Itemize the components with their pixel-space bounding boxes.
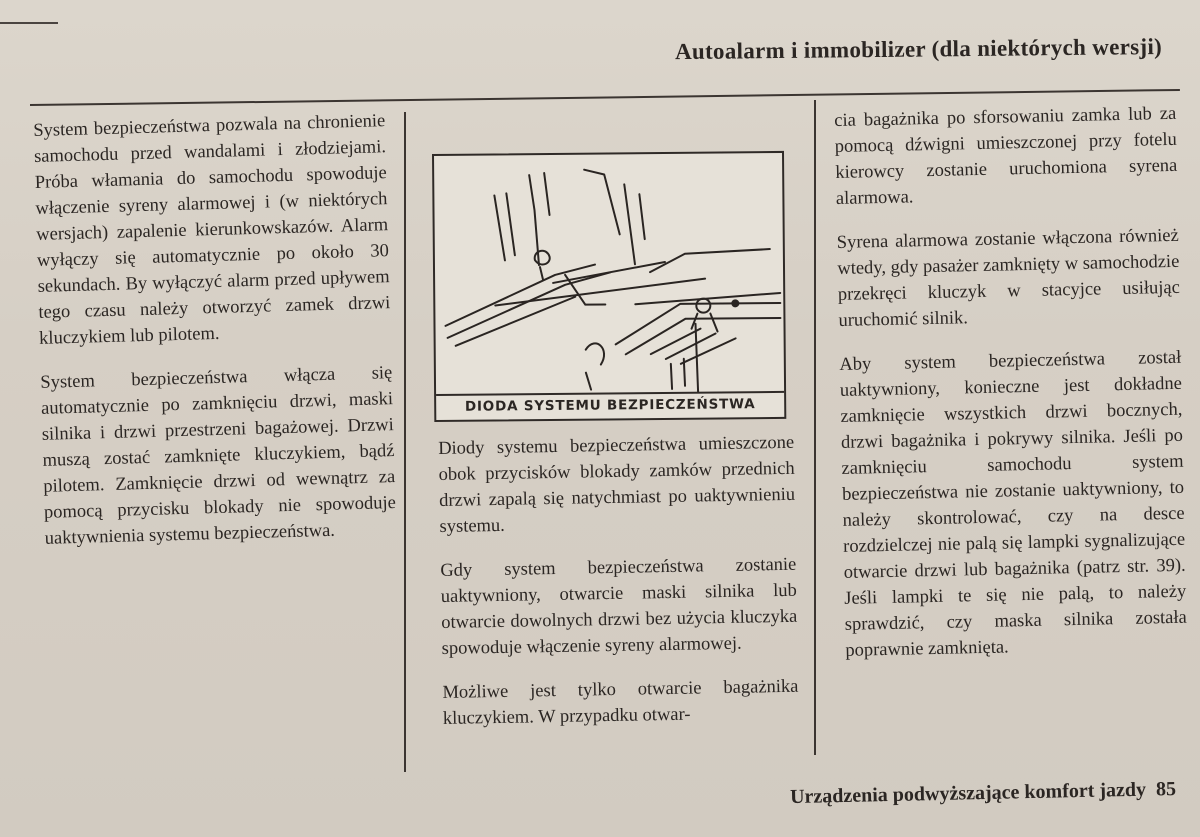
paragraph: cia bagażnika po sforsowaniu zamka lub za pomocą dźwigni umieszczonej przy fotelu kierowcy zostanie uruchomiona syrena alarmowa. (834, 103, 1178, 209)
paragraph: Diody systemu bezpieczeństwa umieszczone obok przycisków blokady zamków przednich drzwi zapalą się natychmiast po uaktywnieniu systemu. (438, 432, 796, 537)
text-column-2 (438, 430, 799, 750)
paragraph: Syrena alarmowa zostanie włączona również wtedy, gdy pasażer zamknięty w samochodzie przekręci kluczyk w stacyjce usiłując uruchomić silnik. (836, 225, 1181, 331)
paragraph: Możliwe jest tylko otwarcie bagażnika kluczykiem. W przypadku otwar- (442, 676, 799, 729)
paragraph: System bezpieczeństwa pozwala na chronienie samochodu przed wandalami i złodziejami. Próba włamania do samochodu spowoduje włączenie syreny alarmowej i (w niektórych wersjach) zapalenie kierunkowskazów. Alarm wyłączy się automatycznie po około 30 sekundach. By wyłączyć alarm przed upływem tego czasu należy otworzyć zamek drzwi kluczykiem lub pilotem. (33, 111, 391, 349)
column-divider-right (814, 100, 816, 755)
corner-mark (0, 22, 58, 24)
paragraph: System bezpieczeństwa włącza się automatycznie po zamknięciu drzwi, maski silnika i drzwi przestrzeni bagażowej. Drzwi muszą zostać zamknięte kluczykiem, bądź pilotem. Zamknięcie drzwi od wewnątrz za pomocą przycisku blokady nie spowoduje uaktywnienia systemu bezpieczeństwa. (40, 363, 397, 549)
text-column-3 (834, 101, 1188, 682)
paragraph: Aby system bezpieczeństwa został uaktywniony, konieczne jest dokładne zamknięcie wszystkich drzwi bocznych, drzwi bagażnika i pokrywy silnika. Jeśli po zamknięciu samochodu system bezpieczeństwa nie zostanie uaktywniony, to należy skontrolować, czy na desce rozdzielczej nie palą się lampki sygnalizujące otwarcie drzwi lub bagażnika (patrz str. 39). Jeśli lampki te się nie palą, to należy sprawdzić, czy maska silnika została poprawnie zamknięta. (839, 347, 1187, 661)
door-panel-line-drawing (434, 153, 784, 396)
text-column-1 (33, 108, 397, 570)
footer-section-title: Urządzenia podwyższające komfort jazdy (789, 778, 1147, 809)
column-divider-left (404, 112, 406, 772)
section-header-title: Autoalarm i immobilizer (dla niektórych wersji) (674, 34, 1163, 65)
figure-caption: DIODA SYSTEMU BEZPIECZEŃSTWA (436, 391, 784, 420)
security-led-illustration (432, 151, 786, 422)
paragraph: Gdy system bezpieczeństwa zostanie uaktywniony, otwarcie maski silnika lub otwarcie dowolnych drzwi bez użycia kluczyka spowoduje włączenie syreny alarmowej. (440, 554, 798, 659)
page-number: 85 (1155, 778, 1177, 801)
page-footer (790, 778, 1176, 809)
